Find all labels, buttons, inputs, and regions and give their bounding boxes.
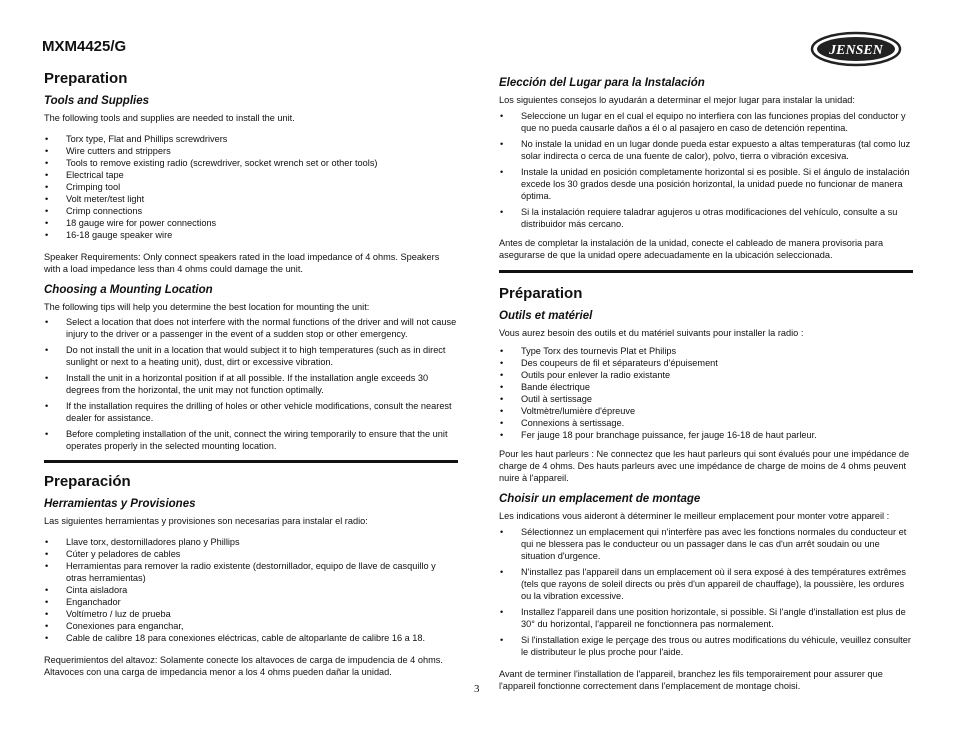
list-item: • N'installez pas l'appareil dans un emplacement où il sera exposé à des températures extrêmes (tels que rayons de soleil directs ou près d'un appareil de chauffage), la poussière, les ordures ou la vibration excessive. [499,566,913,602]
list-item: • Instale la unidad en posición completamente horizontal si es posible. Si el ángulo de instalación excede los 30 grados desde una posición horizontal, la unidad puede no funcionar de manera óptima. [499,166,913,202]
fr-mount-tips [499,526,913,658]
list-item: • Voltmètre/lumière d'épreuve [499,405,913,417]
fr-mount-heading: Choisir un emplacement de montage [499,493,701,505]
list-item: • No instale la unidad en un lugar donde pueda estar expuesto a altas temperaturas (tal como luz solar indirecta o cerca de una fuente de calor), polvo, tierra o vibración excesiva. [499,138,913,162]
list-item: • Cúter y peladores de cables [44,548,458,560]
list-item: • Cable de calibre 18 para conexiones eléctricas, cable de altoparlante de calibre 16 a 18. [44,632,458,644]
list-item: • Crimp connections [44,205,458,217]
es-section-title: Preparación [44,473,131,490]
list-item: • Enganchador [44,596,458,608]
list-item: • Voltímetro / luz de prueba [44,608,458,620]
fr-tools-heading: Outils et matériel [499,310,593,322]
en-mount-intro: The following tips will help you determine the best location for mounting the unit: [44,302,370,312]
jensen-logo [810,30,902,68]
list-item: • Herramientas para remover la radio existente (destornillador, equipo de llave de casquillo y otras herramientas) [44,560,458,584]
list-item: • 18 gauge wire for power connections [44,217,458,229]
list-item: • Bande électrique [499,381,913,393]
list-item: • Wire cutters and strippers [44,145,458,157]
es-mount-outro: Antes de completar la instalación de la unidad, conecte el cableado de manera provisoria para asegurarse de que la unidad opere adecuadamente en la ubicación seleccionada. [499,238,884,260]
list-item: • If the installation requires the drilling of holes or other vehicle modifications, consult the nearest dealer for assistance. [44,400,458,424]
list-item: • Cinta aisladora [44,584,458,596]
list-item: • Crimping tool [44,181,458,193]
fr-speaker-requirements: Pour les haut parleurs : Ne connectez que les haut parleurs qui sont évalués pour une impédance de charge de 4 ohms. Des hauts parleurs avec une impédance de charge de moins de 4 ohms peuvent nuire à l'appareil. [499,449,910,483]
es-mount-tips [499,110,913,230]
list-item: • 16-18 gauge speaker wire [44,229,458,241]
list-item: • Conexiones para enganchar, [44,620,458,632]
list-item: • Outils pour enlever la radio existante [499,369,913,381]
section-divider [499,270,913,273]
list-item: • Electrical tape [44,169,458,181]
list-item: • Si la instalación requiere taladrar agujeros u otras modificaciones del vehículo, consulte a su distribuidor más cercano. [499,206,913,230]
list-item: • Volt meter/test light [44,193,458,205]
es-speaker-requirements: Requerimientos del altavoz: Solamente conecte los altavoces de carga de impudencia de 4 ohms. Altavoces con una carga de impedancia menor a los 4 ohms pueden dañar la unidad. [44,655,443,677]
list-item: • Before completing installation of the unit, connect the wiring temporarily to ensure that the unit operates properly in the selected mounting location. [44,428,458,452]
en-tools-intro: The following tools and supplies are needed to install the unit. [44,113,295,123]
list-item: • Do not install the unit in a location that would subject it to high temperatures (such as in direct sunlight or next to a heating unit), dust, dirt or excessive vibration. [44,344,458,368]
fr-tools-list [499,345,913,441]
fr-mount-outro: Avant de terminer l'installation de l'appareil, branchez les fils temporairement pour assurer que l'appareil fonctionne correctement dans l'emplacement de montage choisi. [499,669,883,691]
list-item: • Sélectionnez un emplacement qui n'interfère pas avec les fonctions normales du conducteur et qui ne blessera pas le conducteur ou un passager dans le cas d'un arrêt soudain ou une situation d'urgence. [499,526,913,562]
list-item: • Seleccione un lugar en el cual el equipo no interfiera con las funciones propias del conductor y que no pueda causarle daños a él o al pasajero en caso de detención repentina. [499,110,913,134]
es-tools-intro: Las siguientes herramientas y provisiones son necesarias para instalar el radio: [44,516,368,526]
en-speaker-requirements: Speaker Requirements: Only connect speakers rated in the load impedance of 4 ohms. Speakers with a load impedance less than 4 ohms could damage the unit. [44,252,440,274]
fr-section-title: Préparation [499,285,583,302]
list-item: • Tools to remove existing radio (screwdriver, socket wrench set or other tools) [44,157,458,169]
left-column [44,70,458,684]
en-mount-heading: Choosing a Mounting Location [44,284,213,296]
list-item: • Llave torx, destornilladores plano y Phillips [44,536,458,548]
es-mount-intro: Los siguientes consejos lo ayudarán a determinar el mejor lugar para instalar la unidad: [499,95,855,105]
es-tools-list [44,536,458,644]
fr-mount-intro: Les indications vous aideront à déterminer le meilleur emplacement pour monter votre appareil : [499,511,890,521]
list-item: • Type Torx des tournevis Plat et Philips [499,345,913,357]
fr-tools-intro: Vous aurez besoin des outils et du matériel suivants pour installer la radio : [499,328,804,338]
list-item: • Des coupeurs de fil et séparateurs d'épuisement [499,357,913,369]
logo-text: JENSEN [829,43,883,58]
en-section-title: Preparation [44,70,128,87]
es-mount-heading: Elección del Lugar para la Instalación [499,77,705,89]
model-number: MXM4425/G [42,38,127,55]
list-item: • Connexions à sertissage. [499,417,913,429]
list-item: • Fer jauge 18 pour branchage puissance, fer jauge 16-18 de haut parleur. [499,429,913,441]
list-item: • Select a location that does not interfere with the normal functions of the driver and will not cause injury to the driver or a passenger in the event of a sudden stop or other emergency. [44,316,458,340]
section-divider [44,460,458,463]
page-number: 3 [474,683,480,695]
right-column [499,76,913,698]
es-tools-heading: Herramientas y Provisiones [44,498,196,510]
list-item: • Si l'installation exige le perçage des trous ou autres modifications du véhicule, veuillez consulter le distributeur le plus proche pour l'aide. [499,634,913,658]
en-tools-heading: Tools and Supplies [44,95,149,107]
list-item: • Install the unit in a horizontal position if at all possible. If the installation angle exceeds 30 degrees from the horizontal, the unit may not function optimally. [44,372,458,396]
en-mount-tips [44,316,458,452]
en-tools-list [44,133,458,241]
list-item: • Torx type, Flat and Phillips screwdrivers [44,133,458,145]
list-item: • Outil à sertissage [499,393,913,405]
list-item: • Installez l'appareil dans une position horizontale, si possible. Si l'angle d'installation est plus de 30° du horizontal, l'appareil ne fonctionnera pas normalement. [499,606,913,630]
